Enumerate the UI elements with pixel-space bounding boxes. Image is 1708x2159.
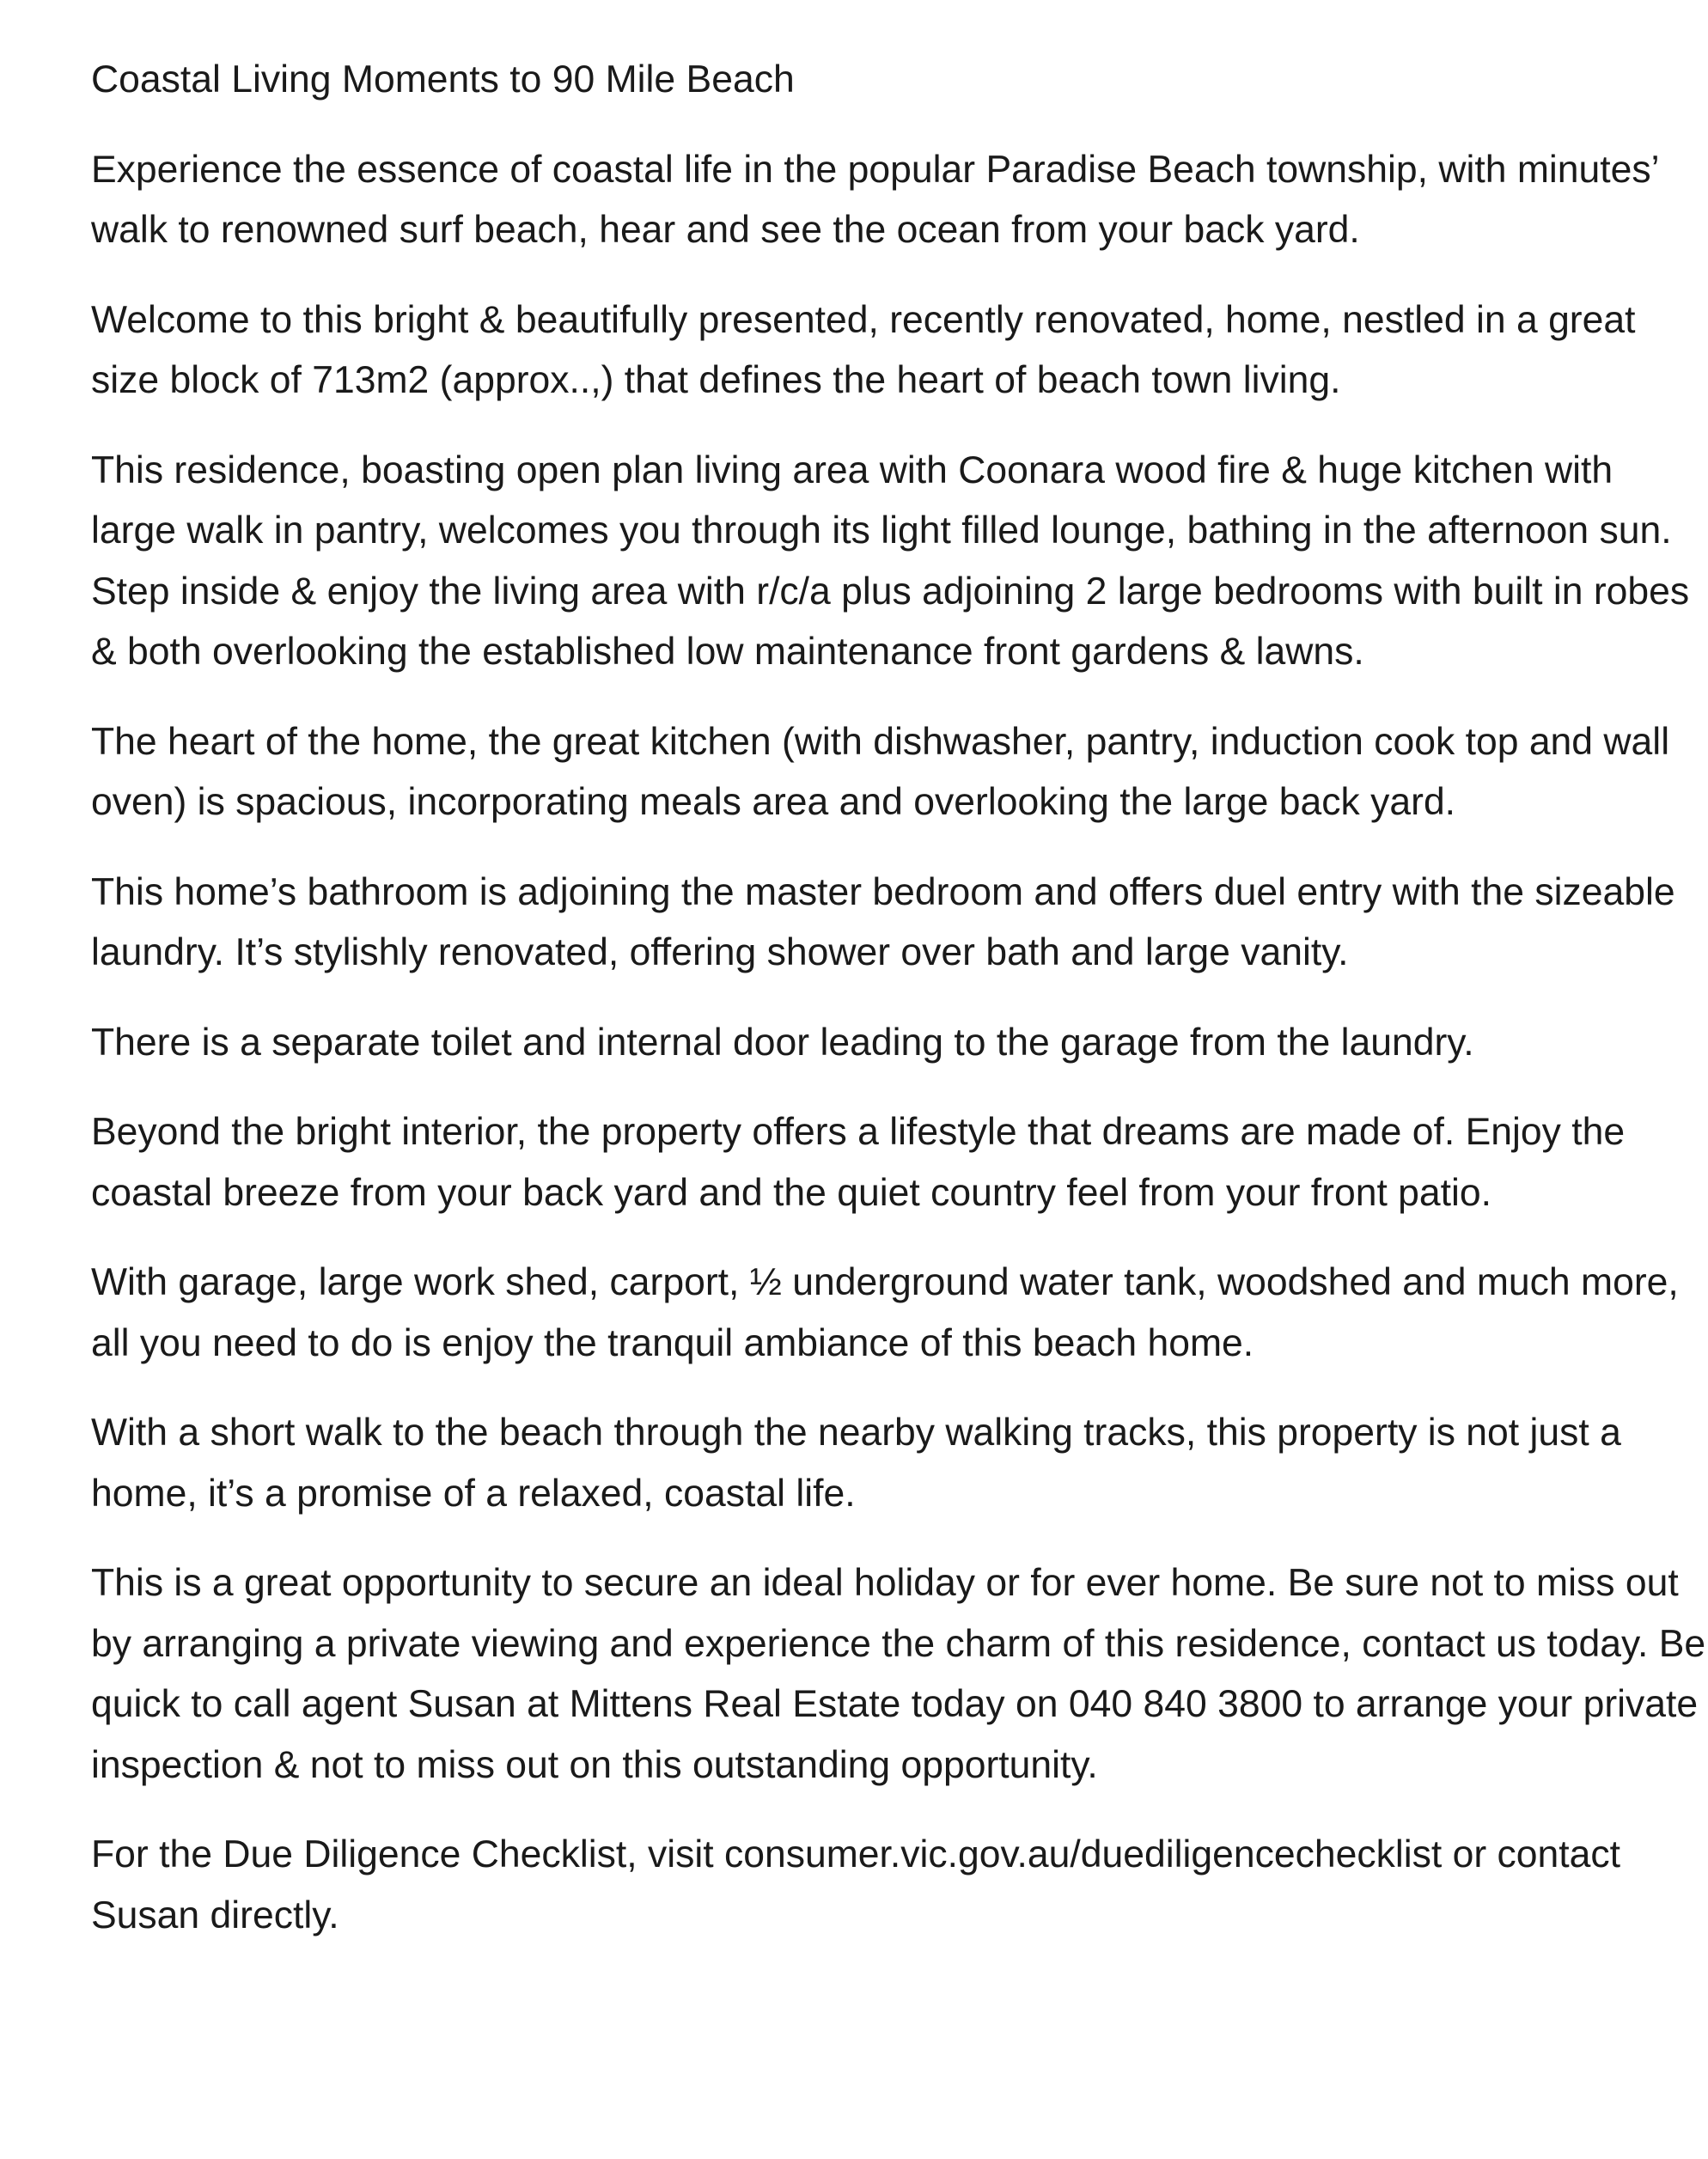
document-title: Coastal Living Moments to 90 Mile Beach <box>91 58 795 101</box>
paragraph-residence: This residence, boasting open plan living area with Coonara wood fire & huge kitchen with large walk in pantry, welcomes you through its light filled lounge, bathing in the afternoon sun. Step inside & enjoy the living area with r/c/a plus adjoining 2 large bedrooms with built in robes & both overlooking the established low maintenance front gardens & lawns. <box>91 448 1690 673</box>
paragraph-lifestyle: Beyond the bright interior, the property offers a lifestyle that dreams are made of. Enjoy the coastal breeze from your back yard and the quiet country feel from your front patio. <box>91 1111 1626 1214</box>
paragraph-features: With garage, large work shed, carport, ½ underground water tank, woodshed and much more, all you need to do is enjoy the tranquil ambiance of this beach home. <box>91 1261 1679 1364</box>
paragraph-bathroom: This home’s bathroom is adjoining the master bedroom and offers duel entry with the sizeable laundry. It’s stylishly renovated, offering shower over bath and large vanity. <box>91 870 1675 973</box>
paragraph-toilet: There is a separate toilet and internal door leading to the garage from the laundry. <box>91 1021 1474 1064</box>
paragraph-welcome: Welcome to this bright & beautifully presented, recently renovated, home, nestled in a great size block of 713m2 (approx..,) that defines the heart of beach town living. <box>91 298 1636 401</box>
paragraph-walk: With a short walk to the beach through the nearby walking tracks, this property is not just a home, it’s a promise of a relaxed, coastal life. <box>91 1412 1621 1515</box>
paragraph-opportunity: This is a great opportunity to secure an ideal holiday or for ever home. Be sure not to miss out by arranging a private viewing and experience the charm of this residence, contact us today. Be quick to call agent Susan at Mittens Real Estate today on 040 840 3800 to arrange your private inspection & not to miss out on this outstanding opportunity. <box>91 1562 1706 1786</box>
paragraph-due-diligence: For the Due Diligence Checklist, visit consumer.vic.gov.au/duediligencechecklist or contact Susan directly. <box>91 1833 1620 1936</box>
paragraph-intro: Experience the essence of coastal life in the popular Paradise Beach township, with minutes’ walk to renowned surf beach, hear and see the ocean from your back yard. <box>91 148 1658 251</box>
document-body <box>91 50 1706 1975</box>
paragraph-kitchen: The heart of the home, the great kitchen (with dishwasher, pantry, induction cook top and wall oven) is spacious, incorporating meals area and overlooking the large back yard. <box>91 720 1670 823</box>
